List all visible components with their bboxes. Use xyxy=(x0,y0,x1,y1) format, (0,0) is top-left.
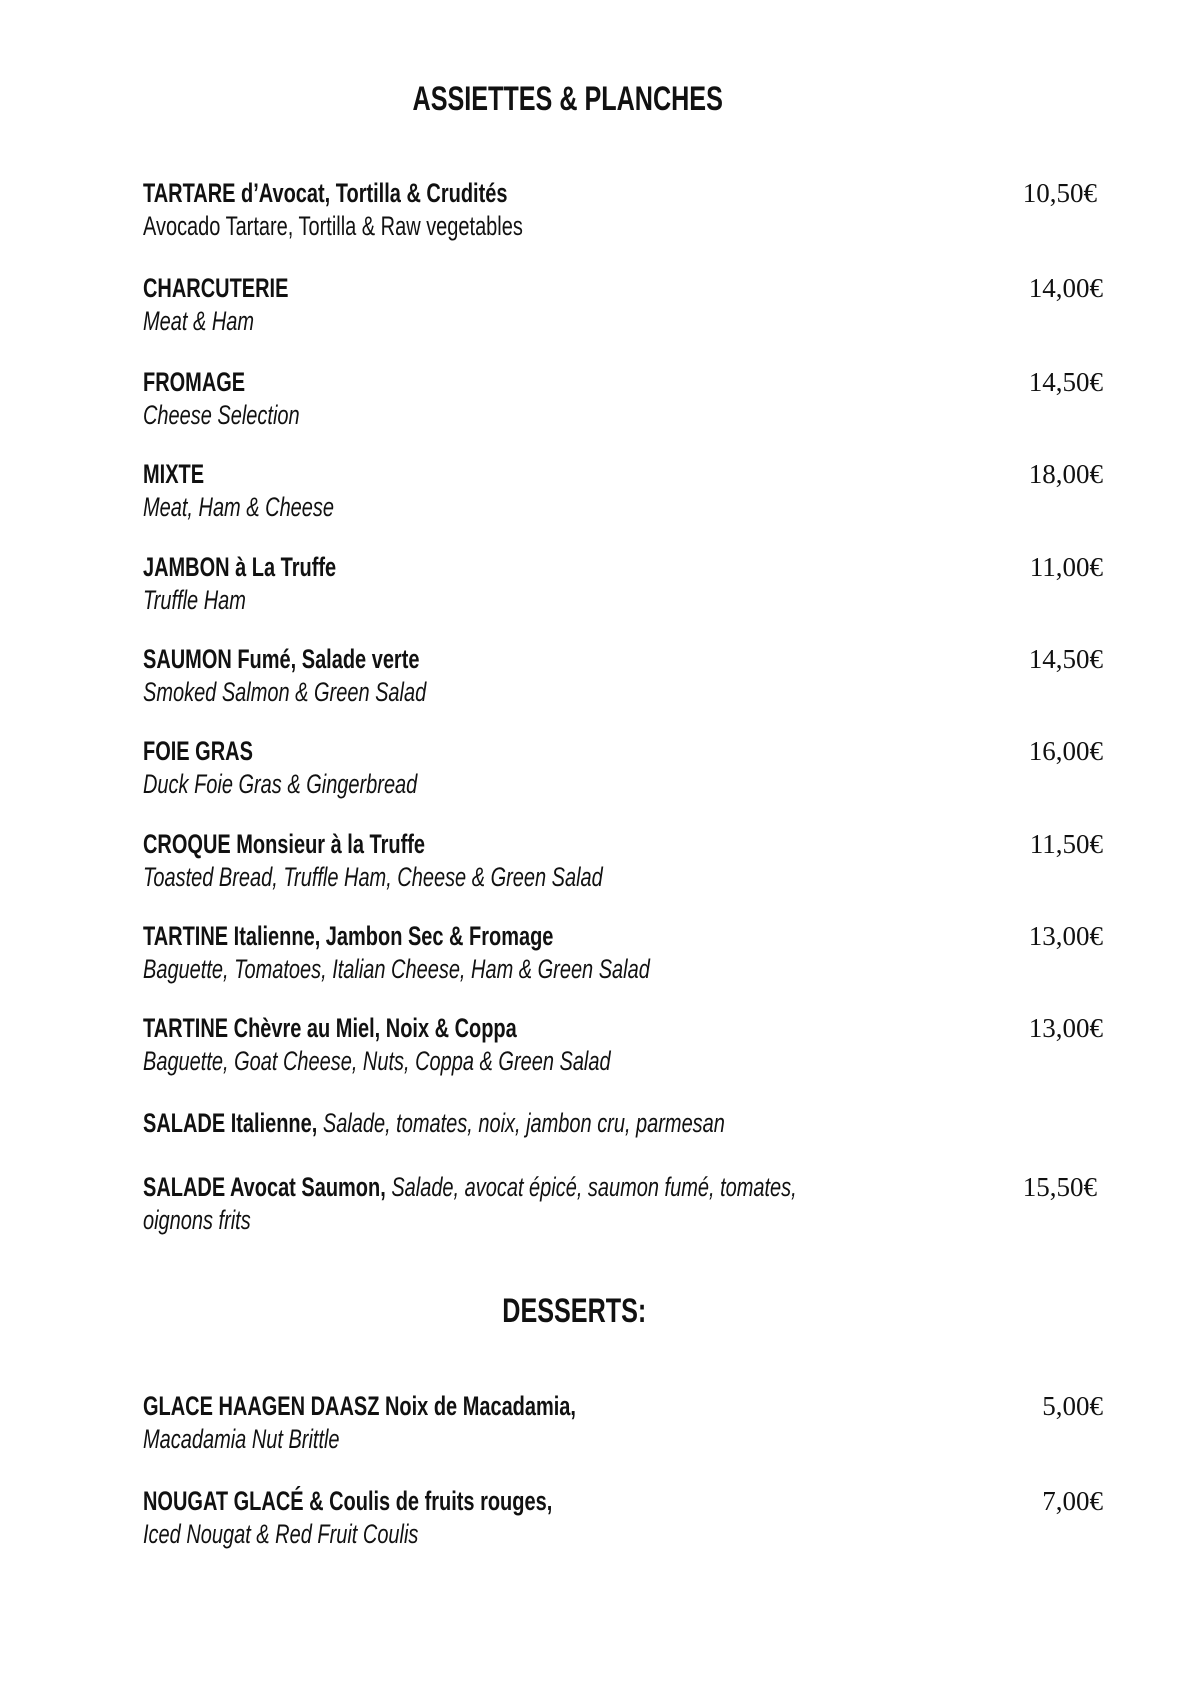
menu-item xyxy=(143,1390,1103,1456)
item-description: Avocado Tartare, Tortilla & Raw vegetables xyxy=(143,211,523,241)
menu-item xyxy=(143,1012,1103,1078)
item-description: Duck Foie Gras & Gingerbread xyxy=(143,769,418,799)
menu-item xyxy=(143,551,1103,617)
menu-item xyxy=(143,1171,1103,1237)
item-name: MIXTE xyxy=(143,459,205,489)
item-description: Baguette, Tomatoes, Italian Cheese, Ham & Green Salad xyxy=(143,954,650,984)
item-name: SALADE Italienne, xyxy=(143,1108,318,1138)
item-name: TARTINE Chèvre au Miel, Noix & Coppa xyxy=(143,1013,517,1043)
item-price: 11,50€ xyxy=(1029,829,1103,859)
item-name: NOUGAT GLACÉ & Coulis de fruits rouges, xyxy=(143,1486,553,1516)
menu-item xyxy=(143,458,1103,524)
menu-item xyxy=(143,1485,1103,1551)
item-description: Truffle Ham xyxy=(143,585,246,615)
item-description: Macadamia Nut Brittle xyxy=(143,1424,340,1454)
item-price: 13,00€ xyxy=(1028,1013,1103,1043)
item-name: SAUMON Fumé, Salade verte xyxy=(143,644,420,674)
section-title-assiettes: ASSIETTES & PLANCHES xyxy=(412,80,724,118)
item-price: 16,00€ xyxy=(1028,736,1103,766)
item-description: Iced Nougat & Red Fruit Coulis xyxy=(143,1519,419,1549)
item-price: 15,50€ xyxy=(1022,1172,1097,1202)
item-name: GLACE HAAGEN DAASZ Noix de Macadamia, xyxy=(143,1391,576,1421)
menu-item xyxy=(143,1107,1103,1140)
item-name: CROQUE Monsieur à la Truffe xyxy=(143,829,425,859)
item-description: Salade, avocat épicé, saumon fumé, tomates, xyxy=(391,1172,797,1202)
menu-item xyxy=(143,828,1103,894)
item-description-cont: oignons frits xyxy=(143,1205,251,1235)
item-price: 5,00€ xyxy=(1042,1391,1103,1421)
section-title-desserts: DESSERTS: xyxy=(502,1292,646,1330)
menu-item xyxy=(143,177,1103,243)
item-description: Meat & Ham xyxy=(143,306,255,336)
item-name: SALADE Avocat Saumon, xyxy=(143,1172,386,1202)
item-description: Toasted Bread, Truffle Ham, Cheese & Green Salad xyxy=(143,862,603,892)
item-price: 14,00€ xyxy=(1028,273,1103,303)
menu-item xyxy=(143,735,1103,801)
item-description: Meat, Ham & Cheese xyxy=(143,492,335,522)
item-description: Baguette, Goat Cheese, Nuts, Coppa & Green Salad xyxy=(143,1046,611,1076)
item-name: JAMBON à La Truffe xyxy=(143,552,337,582)
item-description: Cheese Selection xyxy=(143,400,300,430)
item-price: 11,00€ xyxy=(1029,552,1103,582)
item-name: TARTARE d’Avocat, Tortilla & Crudités xyxy=(143,178,508,208)
item-description: Salade, tomates, noix, jambon cru, parmesan xyxy=(322,1108,725,1138)
menu-item xyxy=(143,272,1103,338)
menu-item xyxy=(143,643,1103,709)
item-name: CHARCUTERIE xyxy=(143,273,289,303)
item-name: TARTINE Italienne, Jambon Sec & Fromage xyxy=(143,921,554,951)
item-price: 10,50€ xyxy=(1022,178,1097,208)
item-description: Smoked Salmon & Green Salad xyxy=(143,677,427,707)
item-price: 14,50€ xyxy=(1028,367,1103,397)
menu-item xyxy=(143,920,1103,986)
item-name: FROMAGE xyxy=(143,367,246,397)
item-price: 18,00€ xyxy=(1028,459,1103,489)
menu-item xyxy=(143,366,1103,432)
item-price: 7,00€ xyxy=(1042,1486,1103,1516)
item-price: 14,50€ xyxy=(1028,644,1103,674)
item-name: FOIE GRAS xyxy=(143,736,253,766)
item-price: 13,00€ xyxy=(1028,921,1103,951)
